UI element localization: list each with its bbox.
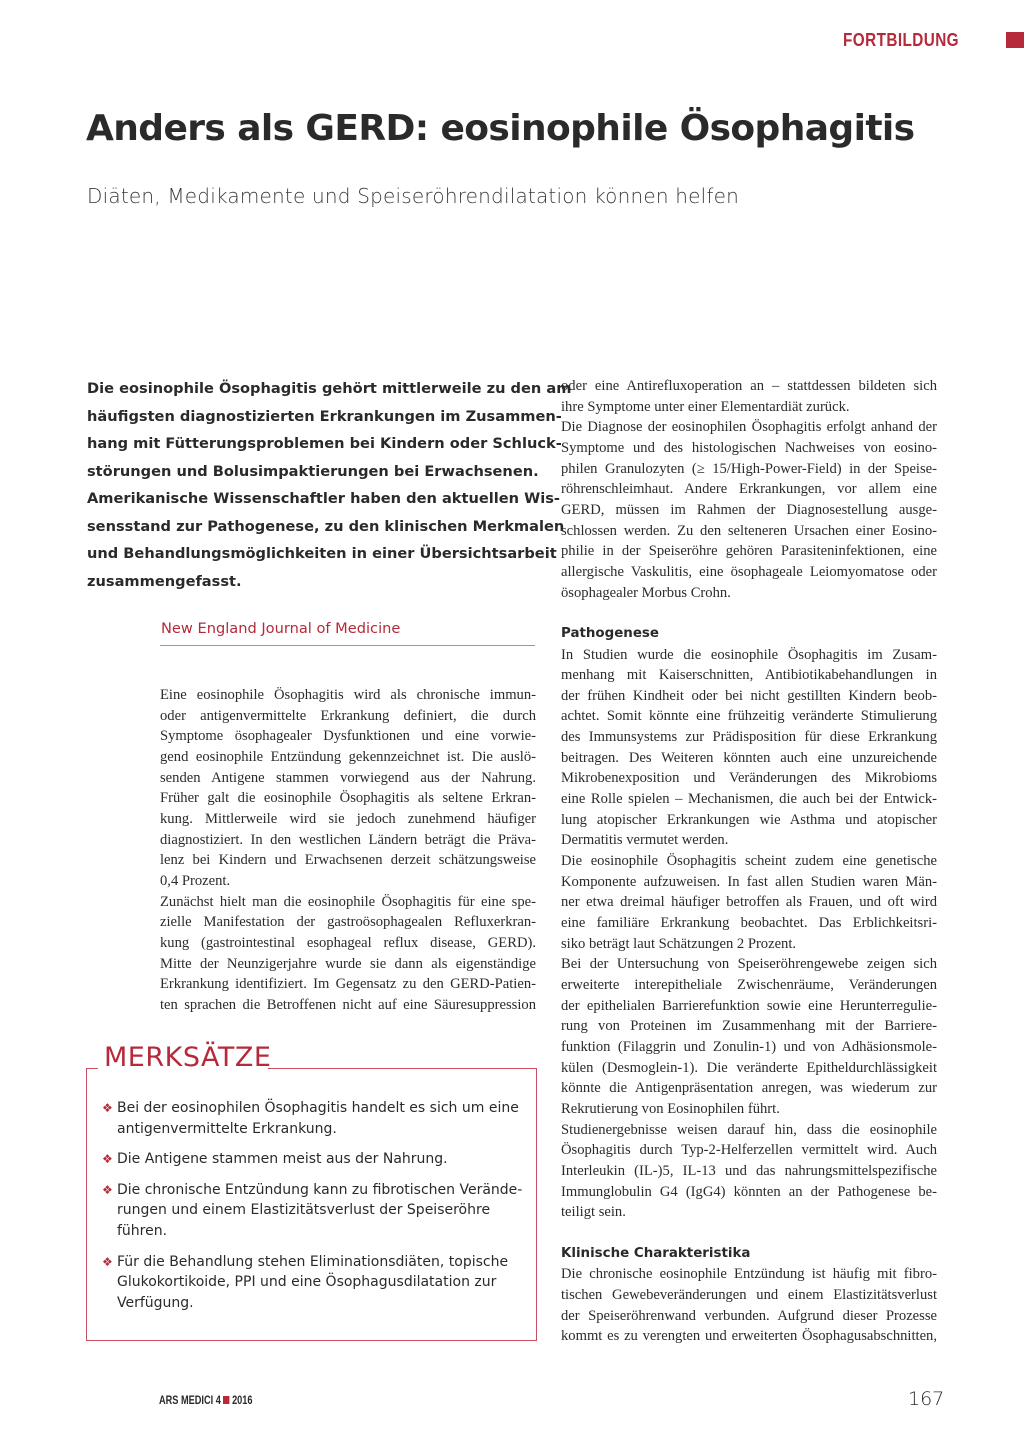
article-subtitle: Diäten, Medikamente und Speiseröhrendilatation können helfen bbox=[87, 184, 740, 208]
text-line: oder antigenvermittelte Erkrankung definiert, die durch bbox=[160, 707, 536, 724]
paragraph bbox=[561, 417, 937, 603]
text-line: Zunächst hielt man die eosinophile Ösophagitis für eine spe- bbox=[160, 893, 536, 910]
corner-accent-block bbox=[1006, 32, 1024, 48]
text-line: häufigsten diagnostizierten Erkrankungen im Zusammen- bbox=[87, 407, 562, 425]
diamond-bullet-icon: ❖ bbox=[102, 1152, 113, 1167]
text-line: Die chronische eosinophile Entzündung ist häufig mit fibro- bbox=[561, 1266, 937, 1283]
text-line: ner etwa dreimal häufiger betroffen als Frauen, und oft wird bbox=[561, 894, 937, 911]
text-line: GERD, müssen im Rahmen der Diagnosestellung ausge- bbox=[561, 501, 937, 518]
text-line: Amerikanische Wissenschaftler haben den aktuellen Wis- bbox=[87, 490, 560, 507]
right-column-block-3 bbox=[561, 1264, 937, 1347]
text-line: schlossen werden. Zu den selteneren Ursachen einer Eosino- bbox=[561, 522, 937, 539]
text-line: gend eosinophile Entzündung gekennzeichnet ist. Die auslö- bbox=[160, 748, 536, 765]
text-line: Früher galt die eosinophile Ösophagitis als seltene Erkran- bbox=[160, 790, 536, 807]
text-line: allergische Vaskulitis, eine ösophageale Leiomyomatose oder bbox=[561, 563, 937, 580]
text-line: Eine eosinophile Ösophagitis wird als chronische immun- bbox=[160, 687, 536, 703]
right-column-block-2 bbox=[561, 645, 937, 1223]
text-line: erweiterte interepitheliale Zwischenräume, Veränderungen bbox=[561, 977, 937, 994]
diamond-bullet-icon: ❖ bbox=[102, 1182, 113, 1197]
text-line: eine familiäre Erkrankung beobachtet. Das Erblichkeitsri- bbox=[561, 915, 937, 932]
footer-journal bbox=[159, 1395, 253, 1407]
text-line: Dermatitis vermutet werden. bbox=[561, 832, 729, 849]
merksatz-line: führen. bbox=[117, 1222, 168, 1239]
text-line: Erkrankung identifiziert. Im Gegensatz zu den GERD-Patien- bbox=[160, 976, 536, 993]
text-line: eine Rolle spielen – Mechanismen, die auch bei der Entwick- bbox=[561, 791, 937, 808]
text-line: Die eosinophile Ösophagitis scheint zudem eine genetische bbox=[561, 853, 937, 870]
section-label: FORTBILDUNG bbox=[843, 30, 960, 50]
text-line: Symptome ösophagealer Dysfunktionen und eine vorwie- bbox=[160, 728, 536, 745]
paragraph bbox=[561, 954, 937, 1119]
text-line: röhrenschleimhaut. Andere Erkrankungen, vor allem eine bbox=[561, 481, 937, 498]
merksatz-line: antigenvermittelte Erkrankung. bbox=[117, 1120, 337, 1137]
footer-journal-name: ARS MEDICI 4 bbox=[159, 1395, 221, 1407]
merksaetze-box-top-border bbox=[268, 1068, 536, 1069]
text-line: Interleukin (IL-)5, IL-13 und das nahrungsmittelspezifische bbox=[561, 1162, 937, 1179]
text-line: Komponente aufzuweisen. In fast allen Studien waren Män- bbox=[561, 873, 937, 890]
text-line: philen Granulozyten (≥ 15/High-Power-Field) in der Speise- bbox=[561, 460, 937, 477]
text-line: sensstand zur Pathogenese, zu den klinischen Merkmalen bbox=[87, 517, 565, 535]
text-line: philie in der Speiseröhre gehören Parasiteninfektionen, eine bbox=[561, 543, 937, 560]
text-line: Studienergebnisse weisen darauf hin, dass die eosinophile bbox=[561, 1121, 937, 1138]
text-line: Die Diagnose der eosinophilen Ösophagitis erfolgt anhand der bbox=[561, 419, 937, 436]
merksatz-line: Für die Behandlung stehen Eliminationsdiäten, topische bbox=[117, 1253, 509, 1270]
text-line: kung. Mittlerweile wird sie jedoch zunehmend häufiger bbox=[160, 810, 536, 827]
text-line: störungen und Bolusimpaktierungen bei Erwachsenen. bbox=[87, 462, 539, 480]
paragraph bbox=[561, 851, 937, 954]
text-line: 0,4 Prozent. bbox=[160, 872, 231, 889]
right-column bbox=[561, 376, 937, 1347]
paragraph bbox=[160, 892, 536, 1016]
diamond-bullet-icon: ❖ bbox=[102, 1101, 113, 1115]
text-line: Mikrobenexposition und Veränderungen des Mikrobioms bbox=[561, 770, 937, 787]
text-line: kommt es zu verengten und erweiterten Ösophagusabschnitten, bbox=[561, 1328, 937, 1345]
text-line: In Studien wurde die eosinophile Ösophagitis im Zusam- bbox=[561, 646, 937, 663]
text-line: der Speiseröhrenwand verbunden. Aufgrund dieser Prozesse bbox=[561, 1307, 937, 1324]
text-line: achtet. Somit könnte eine frühzeitig veränderte Stimulierung bbox=[561, 708, 937, 725]
text-line: oder eine Antirefluxoperation an – stattdessen bildeten sich bbox=[561, 378, 937, 394]
text-line: siko beträgt laut Schätzungen 2 Prozent. bbox=[561, 935, 797, 952]
merksatz-line: Die chronische Entzündung kann zu fibrotischen Verände- bbox=[117, 1181, 523, 1198]
text-line: menhang mit Kaiserschnitten, Antibiotikabehandlungen in bbox=[561, 667, 937, 684]
text-line: rung von Proteinen im Zusammenhang mit der Barriere- bbox=[561, 1018, 937, 1035]
merksatz-line: rungen und einem Elastizitätsverlust der Speiseröhre bbox=[117, 1202, 491, 1219]
source-label: New England Journal of Medicine bbox=[161, 620, 401, 637]
text-line: Mitte der Neunzigerjahre wurde sie dann als eigenständige bbox=[160, 955, 536, 972]
text-line: der epithelialen Barrierefunktion sowie eine Herunterregulie- bbox=[561, 997, 937, 1014]
text-line: und Behandlungsmöglichkeiten in einer Übersichtsarbeit bbox=[87, 545, 557, 562]
text-line: diagnostiziert. In den westlichen Ländern beträgt die Präva- bbox=[160, 831, 536, 848]
merksatz-line: Verfügung. bbox=[117, 1294, 194, 1311]
merksatz-line: Die Antigene stammen meist aus der Nahrung. bbox=[117, 1151, 448, 1168]
text-line: külen (Desmoglein-1). Die veränderte Epitheldurchlässigkeit bbox=[561, 1059, 937, 1076]
text-line: zusammengefasst. bbox=[87, 572, 242, 590]
text-line: des Immunsystems zur Prädisposition für diese Erkrankung bbox=[561, 729, 937, 746]
footer-square-icon bbox=[223, 1396, 229, 1404]
heading-pathogenese: Pathogenese bbox=[561, 625, 659, 641]
text-line: Symptome und des histologischen Nachweises von eosino- bbox=[561, 439, 937, 456]
merksatz-line: Glukokortikoide, PPI und eine Ösophagusdilatation zur bbox=[117, 1274, 497, 1291]
left-column-body bbox=[160, 685, 536, 1016]
merksatz-item bbox=[103, 1180, 523, 1242]
merksatz-item bbox=[103, 1149, 523, 1170]
right-column-block-1 bbox=[561, 376, 937, 603]
paragraph bbox=[561, 1264, 937, 1347]
text-line: kung (gastrointestinal esophageal reflux disease, GERD). bbox=[160, 934, 536, 951]
article-title: Anders als GERD: eosinophile Ösophagitis bbox=[86, 108, 915, 149]
page-number: 167 bbox=[908, 1388, 945, 1410]
merksatz-line: Bei der eosinophilen Ösophagitis handelt es sich um eine bbox=[117, 1100, 519, 1116]
source-divider bbox=[160, 645, 535, 646]
text-line: Die eosinophile Ösophagitis gehört mittlerweile zu den am bbox=[87, 380, 572, 397]
diamond-bullet-icon: ❖ bbox=[102, 1254, 113, 1269]
merksaetze-title: MERKSÄTZE bbox=[104, 1042, 272, 1073]
merksaetze-list bbox=[103, 1098, 523, 1323]
paragraph bbox=[160, 685, 536, 892]
text-line: lung atopischer Erkrankungen wie Asthma und atopischer bbox=[561, 811, 937, 828]
text-line: lenz bei Kindern und Erwachsenen derzeit schätzungsweise bbox=[160, 852, 536, 869]
text-line: teiligt sein. bbox=[561, 1204, 626, 1221]
footer-year: 2016 bbox=[232, 1395, 253, 1407]
text-line: tischen Gewebeveränderungen und einem Elastizitätsverlust bbox=[561, 1286, 937, 1303]
text-line: zielle Manifestation der gastroösophagealen Refluxerkran- bbox=[160, 914, 536, 931]
text-line: Rekrutierung von Eosinophilen führt. bbox=[561, 1100, 780, 1117]
text-line: Immunglobulin G4 (IgG4) könnten an der Pathogenese be- bbox=[561, 1183, 937, 1200]
text-line: funktion (Filaggrin und Zonulin-1) und von Adhäsionsmole- bbox=[561, 1038, 937, 1055]
paragraph bbox=[561, 645, 937, 852]
paragraph bbox=[561, 376, 937, 417]
article-intro bbox=[87, 375, 572, 595]
paragraph bbox=[87, 375, 572, 595]
text-line: der frühen Kindheit oder bei nicht gestillten Kindern beob- bbox=[561, 687, 937, 704]
text-line: ten sprachen die Betroffenen nicht auf eine Säuresuppression bbox=[160, 996, 536, 1013]
text-line: ihre Symptome unter einer Elementardiät zurück. bbox=[561, 398, 850, 415]
text-line: Ösophagitis durch Typ-2-Helferzellen vermittelt wird. Auch bbox=[561, 1142, 937, 1159]
heading-klinische-charakteristika: Klinische Charakteristika bbox=[561, 1245, 751, 1261]
paragraph bbox=[561, 1120, 937, 1223]
text-line: ösophagealer Morbus Crohn. bbox=[561, 584, 731, 601]
text-line: könnte die Antigenpräsentation anregen, was wiederum zur bbox=[561, 1080, 937, 1097]
merksatz-item bbox=[103, 1098, 523, 1139]
merksatz-item bbox=[103, 1252, 523, 1314]
text-line: beitragen. Des Weiteren könnten auch eine unzureichende bbox=[561, 749, 937, 766]
text-line: senden Antigene stammen vorwiegend aus der Nahrung. bbox=[160, 769, 536, 786]
merksaetze-box-top-border bbox=[86, 1068, 98, 1069]
text-line: Bei der Untersuchung von Speiseröhrengewebe zeigen sich bbox=[561, 956, 937, 973]
text-line: hang mit Fütterungsproblemen bei Kindern oder Schluck- bbox=[87, 435, 562, 452]
